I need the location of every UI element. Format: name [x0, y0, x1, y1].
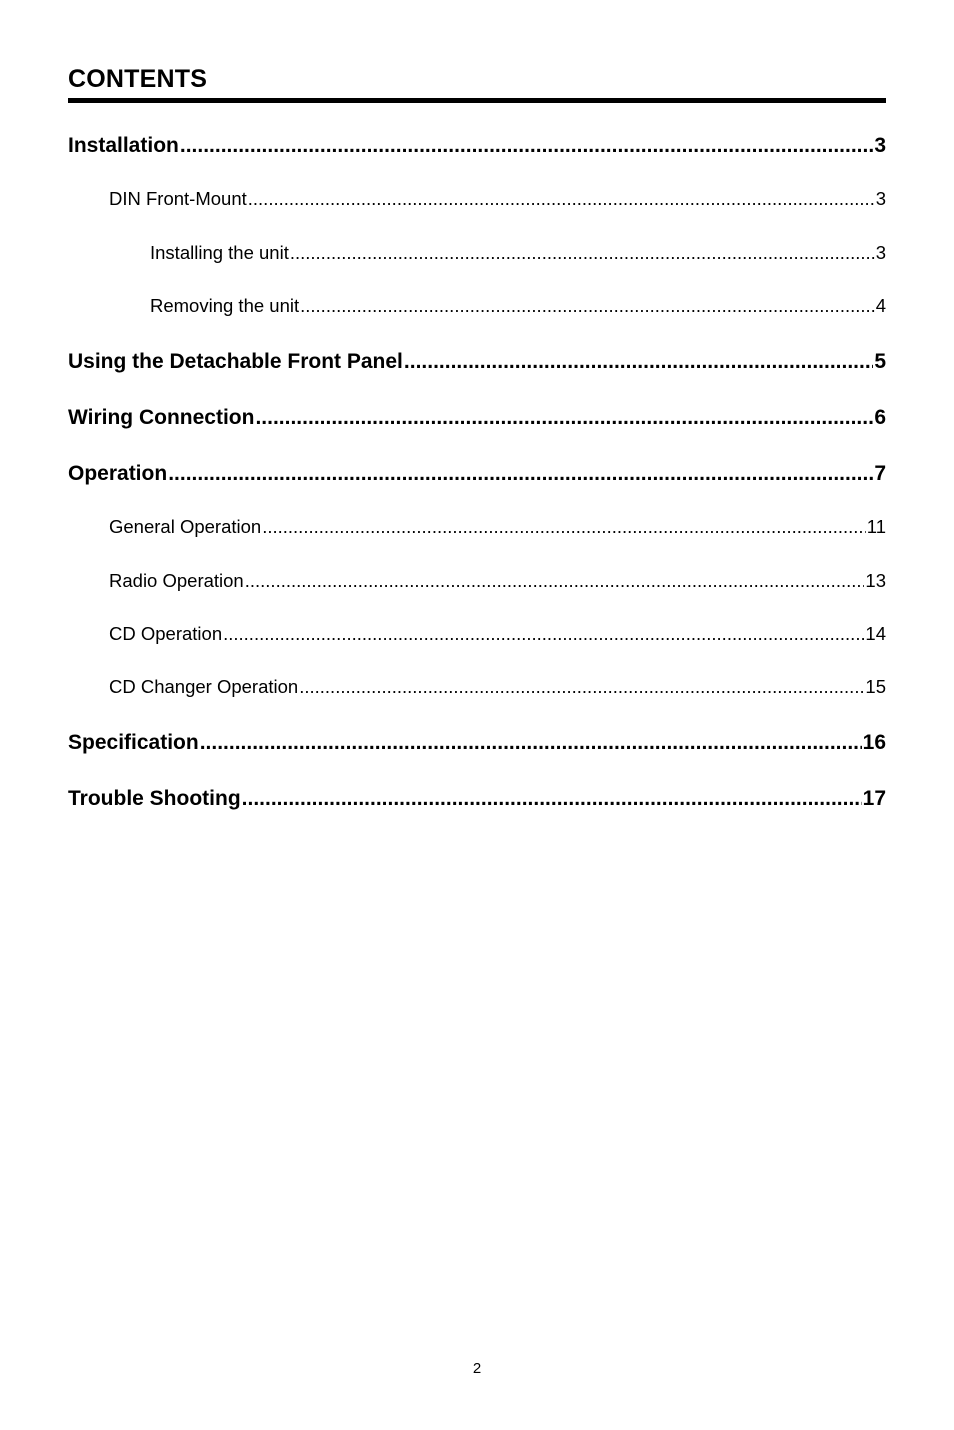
toc-entry-page: 13: [865, 570, 886, 591]
toc-entry-trouble-shooting[interactable]: [68, 784, 886, 814]
toc-entry-label: CD Operation: [109, 623, 223, 644]
toc-entry-page: 17: [862, 787, 886, 810]
dot-leader: [200, 728, 862, 758]
toc-entry-detachable-front-panel[interactable]: [68, 347, 886, 377]
toc-entry-page: 11: [866, 516, 886, 537]
dot-leader: [223, 621, 864, 647]
toc-entry-page: 16: [862, 731, 886, 754]
toc-entry-page: 14: [865, 623, 886, 644]
toc-entry-label: Trouble Shooting: [68, 787, 241, 810]
toc-entry-label: Removing the unit: [150, 295, 300, 316]
dot-leader: [180, 131, 873, 161]
toc-entry-installing-the-unit[interactable]: [150, 240, 886, 266]
toc-entry-label: Wiring Connection: [68, 406, 255, 429]
toc-entry-label: DIN Front-Mount: [109, 188, 247, 209]
page-number: 2: [472, 1360, 482, 1377]
toc-entry-page: 6: [874, 406, 886, 429]
table-of-contents: [68, 0, 886, 1430]
toc-entry-page: 3: [875, 188, 886, 209]
toc-entry-label: General Operation: [109, 516, 262, 537]
toc-entry-removing-the-unit[interactable]: [150, 293, 886, 319]
dot-leader: [248, 186, 875, 212]
dot-leader: [290, 240, 875, 266]
toc-entry-label: Operation: [68, 462, 168, 485]
toc-entry-label: Installing the unit: [150, 242, 289, 263]
toc-entry-page: 5: [874, 350, 886, 373]
dot-leader: [255, 403, 873, 433]
toc-entry-page: 3: [875, 242, 886, 263]
toc-entry-label: Specification: [68, 731, 199, 754]
toc-entry-label: Installation: [68, 134, 179, 157]
dot-leader: [262, 514, 866, 540]
dot-leader: [242, 784, 862, 814]
toc-entry-page: 7: [874, 462, 886, 485]
toc-entry-cd-operation[interactable]: [109, 621, 886, 647]
dot-leader: [168, 459, 873, 489]
toc-entry-page: 15: [865, 676, 886, 697]
toc-entry-label: Using the Detachable Front Panel: [68, 350, 403, 373]
toc-entry-label: Radio Operation: [109, 570, 244, 591]
contents-heading: CONTENTS: [68, 65, 208, 93]
toc-entry-page: 4: [875, 295, 886, 316]
toc-entry-din-front-mount[interactable]: [109, 186, 886, 212]
toc-entry-wiring-connection[interactable]: [68, 403, 886, 433]
dot-leader: [404, 347, 873, 377]
toc-entry-operation[interactable]: [68, 459, 886, 489]
toc-entry-installation[interactable]: [68, 131, 886, 161]
toc-entry-cd-changer-operation[interactable]: [109, 674, 886, 700]
dot-leader: [299, 674, 864, 700]
toc-entry-page: 3: [874, 134, 886, 157]
toc-entry-specification[interactable]: [68, 728, 886, 758]
dot-leader: [300, 293, 875, 319]
toc-entry-radio-operation[interactable]: [109, 568, 886, 594]
toc-entry-general-operation[interactable]: [109, 514, 886, 540]
dot-leader: [245, 568, 865, 594]
toc-entry-label: CD Changer Operation: [109, 676, 299, 697]
